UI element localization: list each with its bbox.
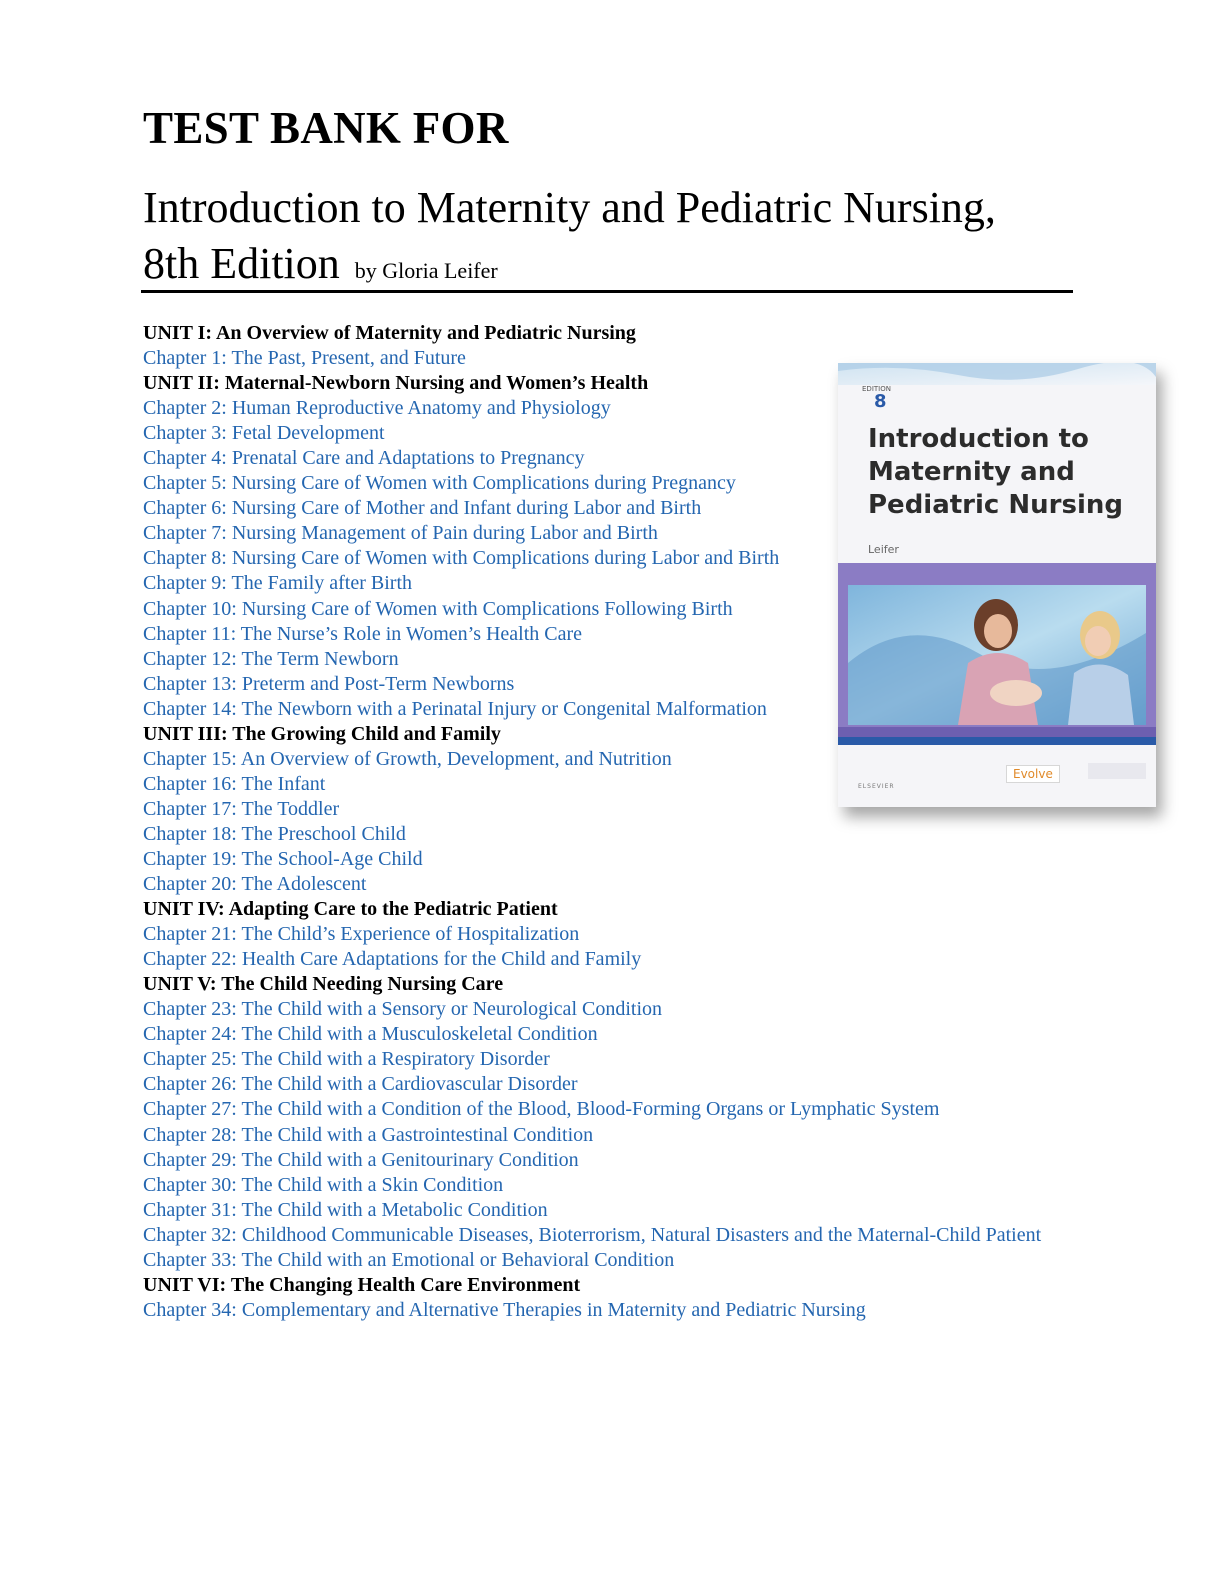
chapter-link[interactable]: Chapter 8: Nursing Care of Women with Complications during Labor and Birth: [143, 547, 780, 570]
chapter-link[interactable]: Chapter 25: The Child with a Respiratory Disorder: [143, 1048, 550, 1071]
unit-heading: UNIT VI: The Changing Health Care Environment: [143, 1273, 581, 1296]
chapter-link[interactable]: Chapter 33: The Child with an Emotional or Behavioral Condition: [143, 1248, 675, 1271]
chapter-link[interactable]: Chapter 18: The Preschool Child: [143, 822, 406, 845]
chapter-link[interactable]: Chapter 23: The Child with a Sensory or Neurological Condition: [143, 998, 663, 1021]
book-author: by Gloria Leifer: [354, 258, 498, 283]
chapter-link[interactable]: Chapter 14: The Newborn with a Perinatal Injury or Congenital Malformation: [143, 697, 767, 720]
unit-heading: UNIT I: An Overview of Maternity and Pediatric Nursing: [143, 322, 636, 344]
chapter-link[interactable]: Chapter 6: Nursing Care of Mother and Infant during Labor and Birth: [143, 497, 702, 520]
chapter-link[interactable]: Chapter 1: The Past, Present, and Future: [143, 347, 466, 370]
cover-edition-label: EDITION: [862, 385, 891, 393]
chapter-link[interactable]: Chapter 24: The Child with a Musculoskeletal Condition: [143, 1023, 598, 1046]
chapter-link[interactable]: Chapter 29: The Child with a Genitourinary Condition: [143, 1148, 579, 1171]
cover-author: Leifer: [868, 543, 899, 556]
chapter-link[interactable]: Chapter 30: The Child with a Skin Condition: [143, 1173, 504, 1196]
chapter-link[interactable]: Chapter 27: The Child with a Condition of the Blood, Blood-Forming Organs or Lymphatic System: [143, 1098, 940, 1121]
chapter-link[interactable]: Chapter 28: The Child with a Gastrointestinal Condition: [143, 1123, 594, 1146]
cover-evolve-logo: Evolve: [1006, 765, 1060, 783]
chapter-link[interactable]: Chapter 19: The School-Age Child: [143, 847, 423, 870]
chapter-link[interactable]: Chapter 32: Childhood Communicable Diseases, Bioterrorism, Natural Disasters and the Maternal-Child Patient: [143, 1223, 1042, 1246]
chapter-link[interactable]: Chapter 2: Human Reproductive Anatomy and Physiology: [143, 397, 611, 420]
unit-heading: UNIT IV: Adapting Care to the Pediatric Patient: [143, 898, 558, 921]
chapter-link[interactable]: Chapter 9: The Family after Birth: [143, 572, 413, 595]
unit-heading: UNIT V: The Child Needing Nursing Care: [143, 973, 504, 996]
chapter-link[interactable]: Chapter 10: Nursing Care of Women with Complications Following Birth: [143, 597, 733, 620]
unit-heading: UNIT II: Maternal-Newborn Nursing and Women’s Health: [143, 372, 649, 395]
chapter-link[interactable]: Chapter 15: An Overview of Growth, Development, and Nutrition: [143, 747, 672, 770]
chapter-link[interactable]: Chapter 21: The Child’s Experience of Hospitalization: [143, 923, 580, 946]
chapter-link[interactable]: Chapter 13: Preterm and Post-Term Newborns: [143, 672, 515, 695]
cover-publisher-logo: ELSEVIER: [858, 783, 895, 790]
chapter-link[interactable]: Chapter 22: Health Care Adaptations for the Child and Family: [143, 948, 642, 971]
chapter-link[interactable]: Chapter 34: Complementary and Alternative Therapies in Maternity and Pediatric Nursing: [143, 1298, 866, 1321]
chapter-link[interactable]: Chapter 11: The Nurse’s Role in Women’s Health Care: [143, 622, 583, 645]
chapter-link[interactable]: Chapter 7: Nursing Management of Pain during Labor and Birth: [143, 522, 658, 545]
book-title-line1: Introduction to Maternity and Pediatric Nursing,: [143, 183, 996, 232]
chapter-link[interactable]: Chapter 3: Fetal Development: [143, 422, 385, 445]
chapter-link[interactable]: Chapter 31: The Child with a Metabolic Condition: [143, 1198, 548, 1221]
document-heading: TEST BANK FOR: [143, 103, 509, 153]
chapter-link[interactable]: Chapter 4: Prenatal Care and Adaptations to Pregnancy: [143, 447, 585, 470]
book-title: [143, 180, 1083, 299]
chapter-link[interactable]: Chapter 17: The Toddler: [143, 797, 340, 820]
cover-title: Introduction to Maternity and Pediatric Nursing: [868, 424, 1123, 520]
chapter-link[interactable]: Chapter 5: Nursing Care of Women with Complications during Pregnancy: [143, 472, 736, 495]
unit-heading: UNIT III: The Growing Child and Family: [143, 722, 501, 745]
chapter-link[interactable]: Chapter 26: The Child with a Cardiovascular Disorder: [143, 1073, 578, 1096]
book-cover-image: [838, 363, 1156, 807]
chapter-link[interactable]: Chapter 20: The Adolescent: [143, 873, 367, 896]
cover-edition-number: 8: [874, 391, 887, 412]
chapter-link[interactable]: Chapter 12: The Term Newborn: [143, 647, 399, 670]
book-title-line2: 8th Edition: [143, 239, 340, 288]
chapter-link[interactable]: Chapter 16: The Infant: [143, 772, 326, 795]
horizontal-rule: [141, 290, 1073, 293]
